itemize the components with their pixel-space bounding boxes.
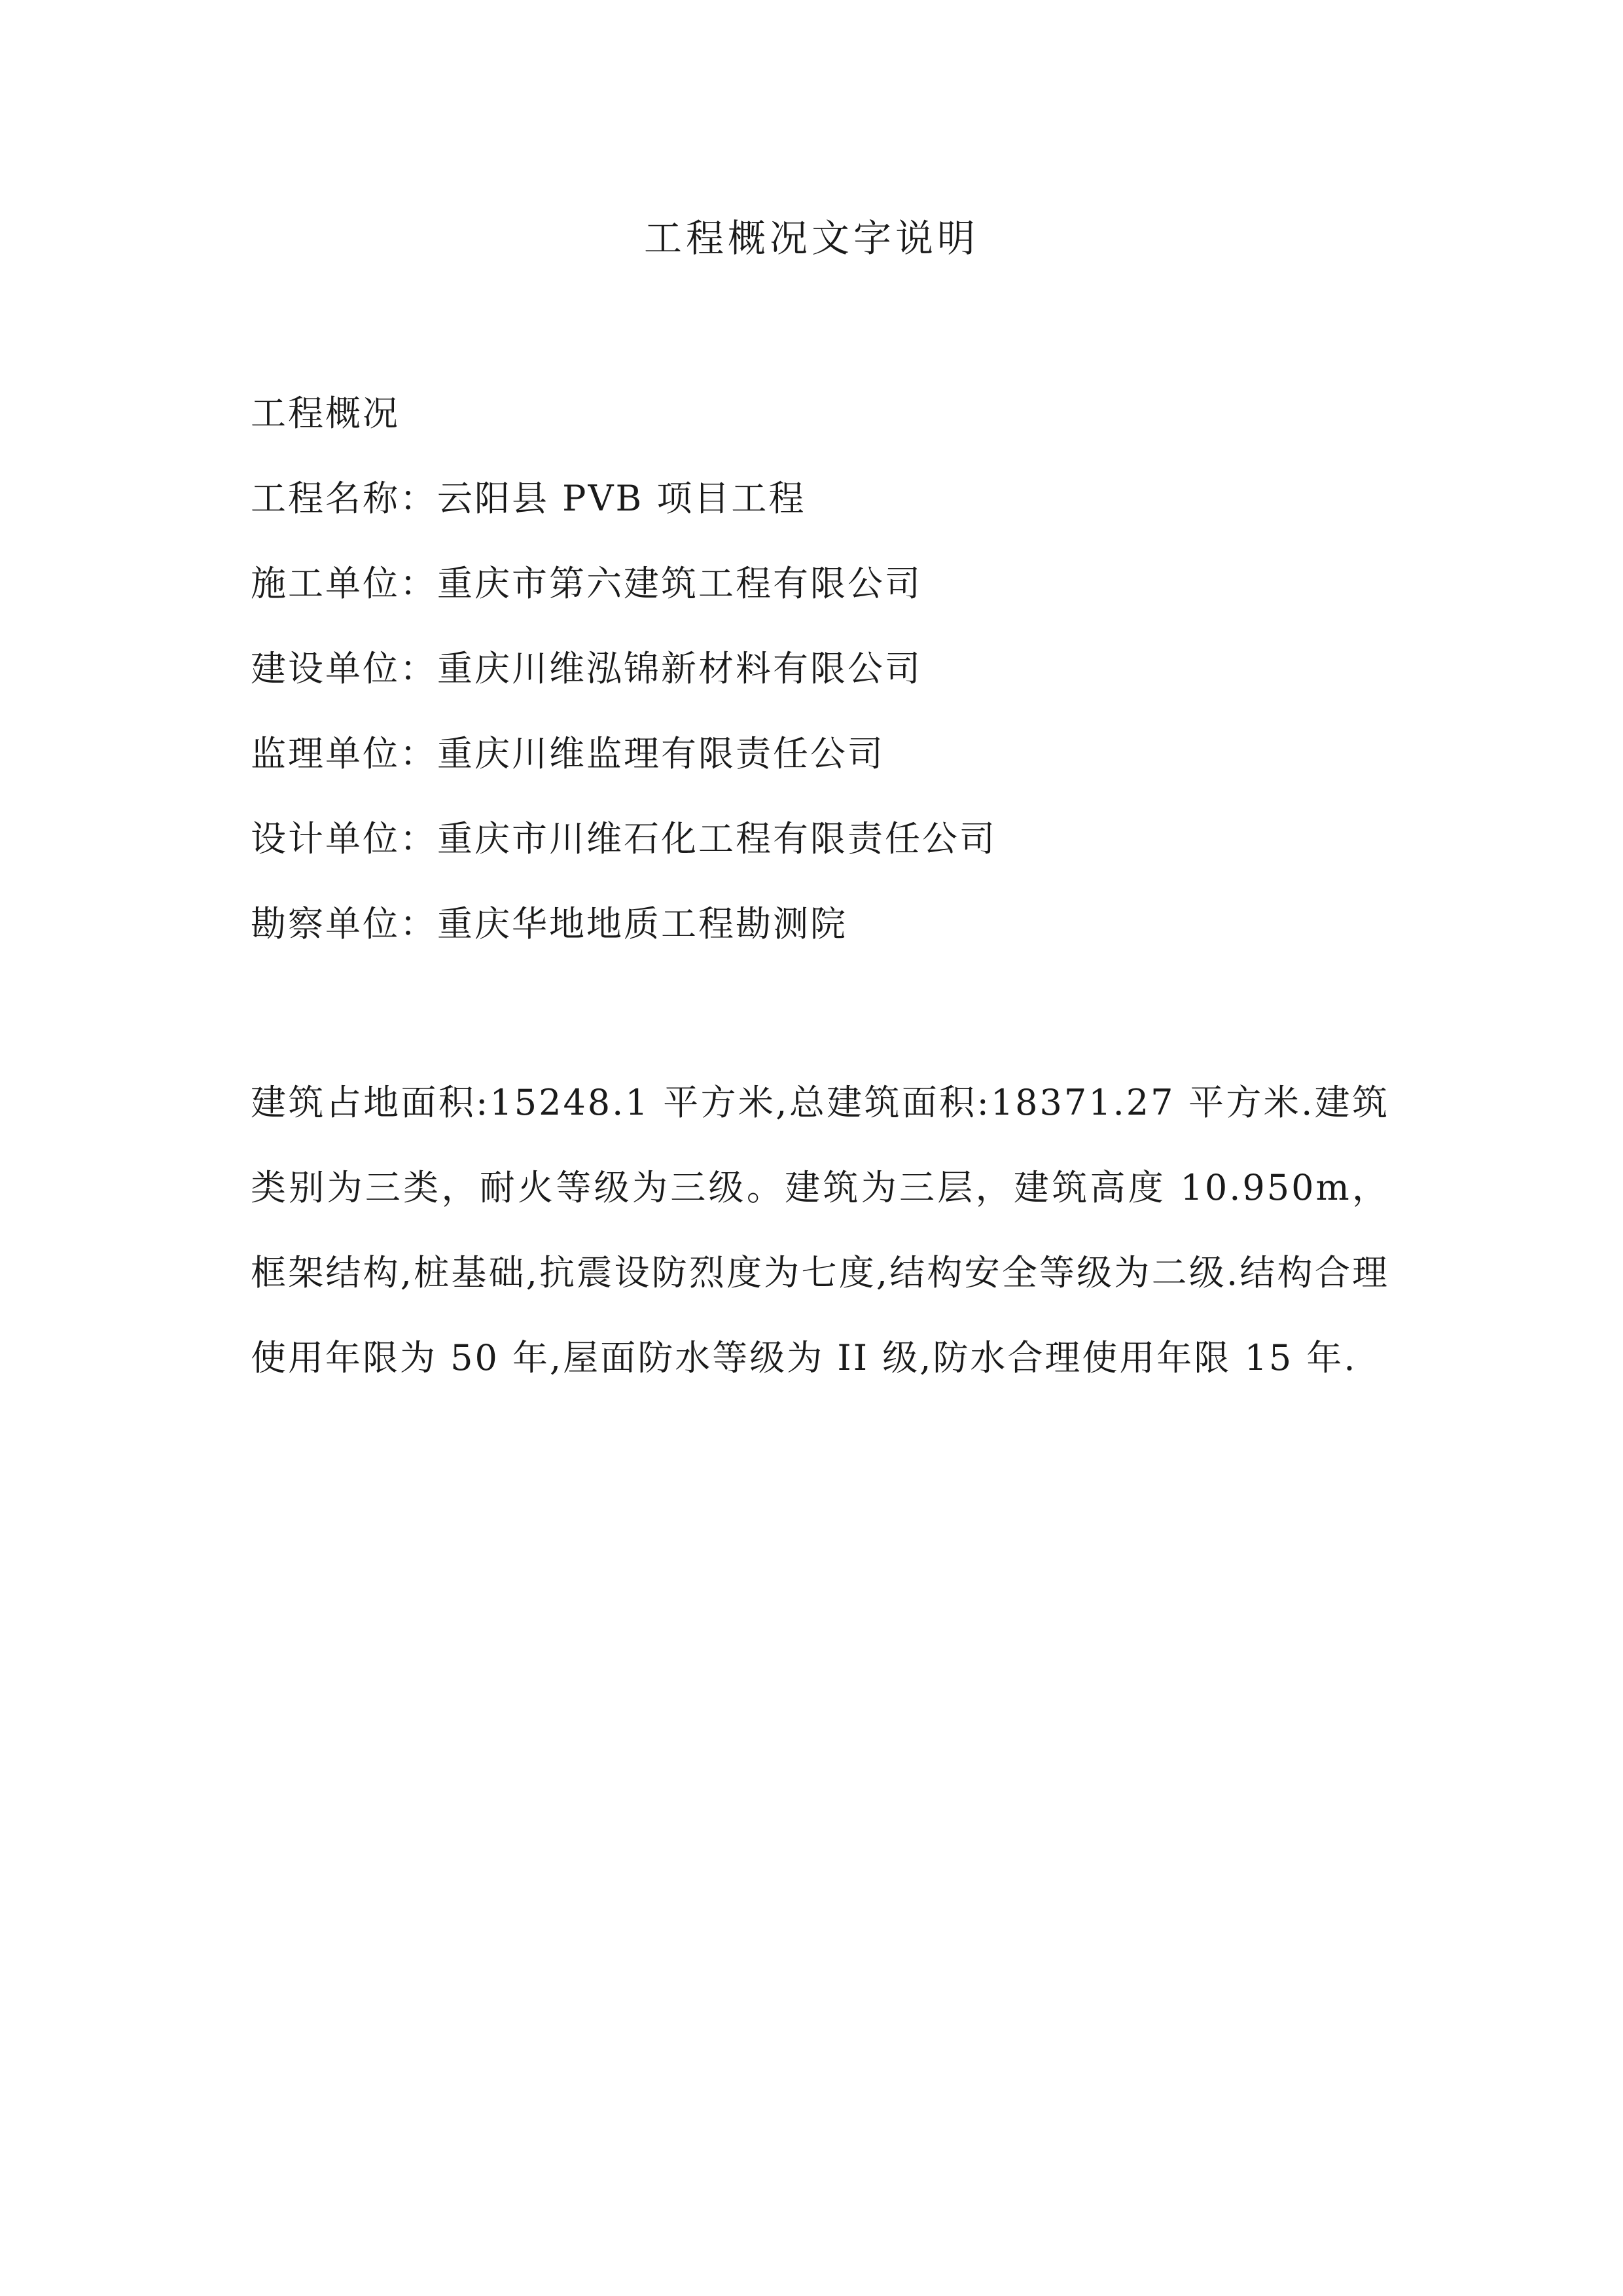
info-value: 重庆市川维石化工程有限责任公司 bbox=[437, 818, 997, 859]
info-separator: ： bbox=[400, 648, 437, 689]
info-label: 工程名称 bbox=[251, 478, 400, 519]
info-row-project-name bbox=[251, 467, 1402, 530]
document-title: 工程概况文字说明 bbox=[643, 216, 979, 260]
info-row-survey-unit bbox=[251, 893, 1402, 956]
info-value: 重庆川维泓锦新材料有限公司 bbox=[437, 648, 922, 689]
info-label: 监理单位 bbox=[251, 733, 400, 774]
building-description-paragraph: 建筑占地面积:15248.1 平方米,总建筑面积:18371.27 平方米.建筑类别为三类，耐火等级为三级。建筑为三层，建筑高度 10.950m，框架结构,桩基础,抗震设防烈度为七度,结构安全等级为二级.结构合理使用年限为 50 年,屋面防水等级为 II 级,防水合理使用年限 15 年. bbox=[251, 1082, 1389, 1378]
info-row-design-unit bbox=[251, 808, 1402, 870]
info-separator: ： bbox=[400, 733, 437, 774]
project-overview-section bbox=[251, 382, 1402, 978]
overview-heading: 工程概况 bbox=[251, 393, 400, 434]
info-value: 重庆市第六建筑工程有限公司 bbox=[437, 563, 922, 604]
info-row-owner-unit bbox=[251, 637, 1402, 700]
info-label: 建设单位 bbox=[251, 648, 400, 689]
info-value: 重庆川维监理有限责任公司 bbox=[437, 733, 885, 774]
info-row-construction-unit bbox=[251, 552, 1402, 615]
info-label: 勘察单位 bbox=[251, 903, 400, 944]
info-value: 云阳县 PVB 项目工程 bbox=[437, 478, 806, 519]
info-separator: ： bbox=[400, 478, 437, 519]
info-row-supervision-unit bbox=[251, 723, 1402, 785]
info-label: 设计单位 bbox=[251, 818, 400, 859]
info-separator: ： bbox=[400, 818, 437, 859]
info-value: 重庆华地地质工程勘测院 bbox=[437, 903, 847, 944]
info-separator: ： bbox=[400, 563, 437, 604]
info-label: 施工单位 bbox=[251, 563, 400, 604]
info-separator: ： bbox=[400, 903, 437, 944]
